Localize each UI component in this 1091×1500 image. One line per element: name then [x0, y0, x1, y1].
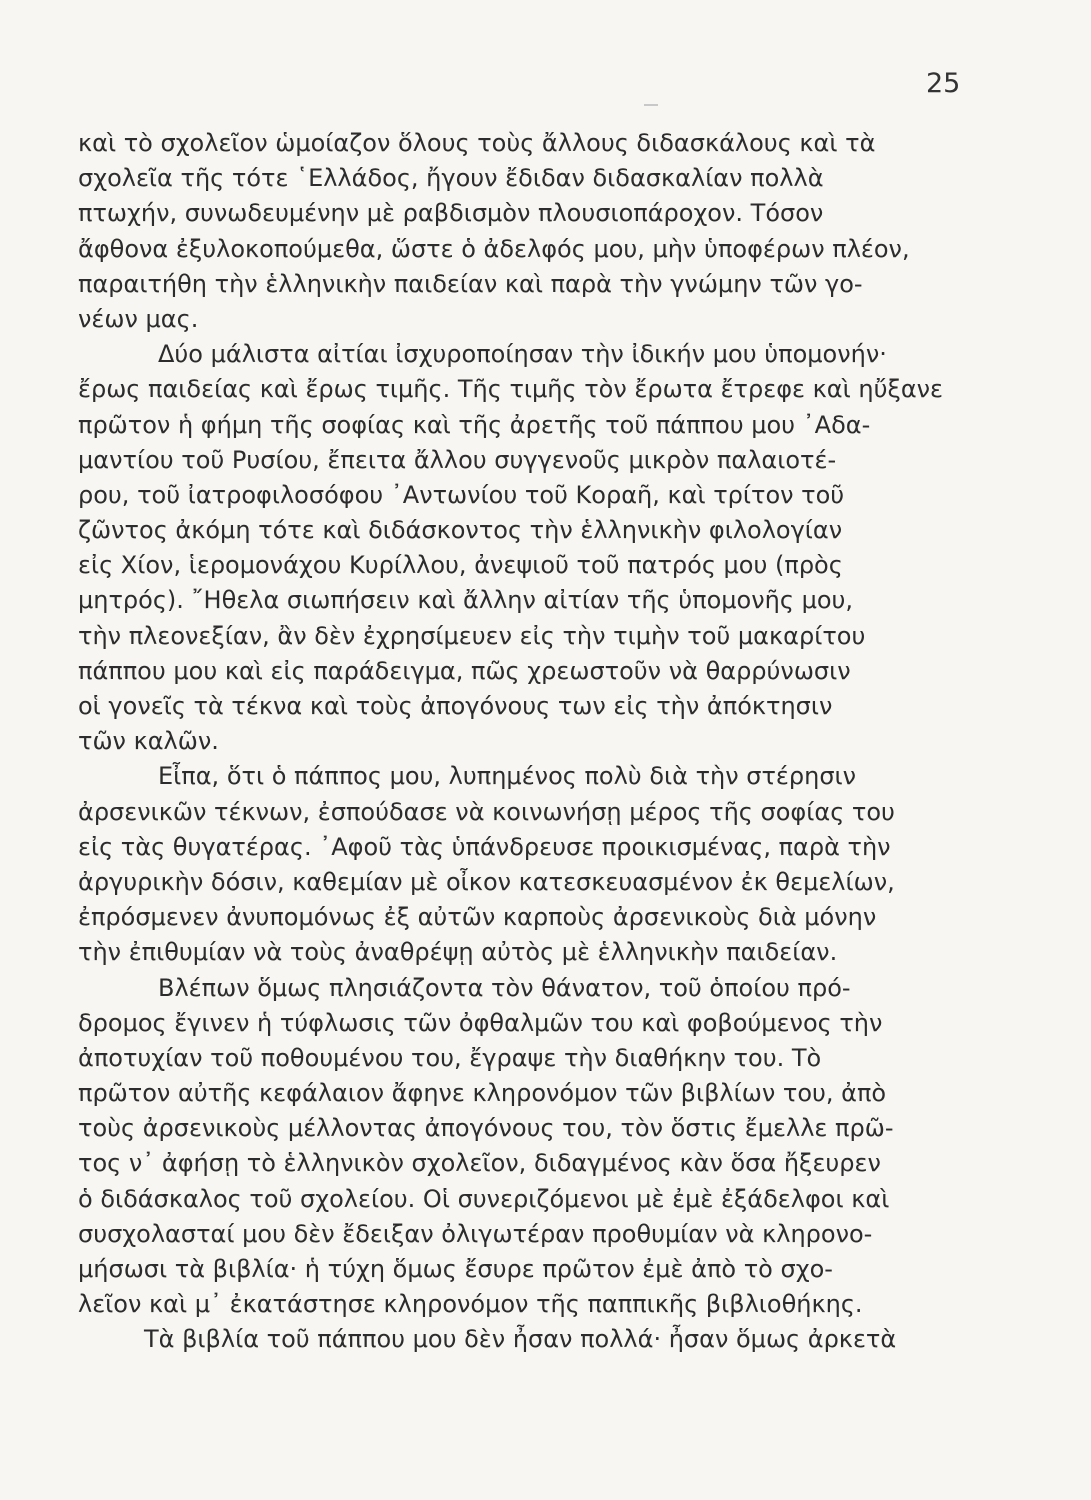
text-line: τὴν ἐπιθυμίαν νὰ τοὺς ἀναθρέψῃ αὐτὸς μὲ ἑλληνικὴν παιδείαν. [78, 938, 838, 967]
text-line: μαντίου τοῦ Ρυσίου, ἔπειτα ἄλλου συγγενοῦς μικρὸν παλαιοτέ- [78, 445, 837, 474]
text-line: Εἶπα, ὅτι ὁ πάππος μου, λυπημένος πολὺ διὰ τὴν στέρησιν [158, 762, 857, 791]
text-line: ἄφθονα ἐξυλοκοπούμεθα, ὥστε ὁ ἀδελφός μου, μὴν ὑποφέρων πλέον, [78, 234, 910, 263]
text-line: ὁ διδάσκαλος τοῦ σχολείου. Οἱ συνεριζόμενοι μὲ ἐμὲ ἐξάδελφοι καὶ [78, 1184, 890, 1213]
text-line: δρομος ἔγινεν ἡ τύφλωσις τῶν ὀφθαλμῶν του καὶ φοβούμενος τὴν [78, 1008, 883, 1037]
decorative-dash [644, 104, 658, 106]
text-line: ἀρσενικῶν τέκνων, ἐσπούδασε νὰ κοινωνήσῃ μέρος τῆς σοφίας του [78, 797, 895, 826]
text-line: τὴν πλεονεξίαν, ἂν δὲν ἐχρησίμευεν εἰς τὴν τιμὴν τοῦ μακαρίτου [78, 621, 866, 650]
body-text [78, 126, 978, 1358]
text-line: καὶ τὸ σχολεῖον ὡμοίαζον ὅλους τοὺς ἄλλους διδασκάλους καὶ τὰ [78, 129, 876, 157]
text-line: ἀποτυχίαν τοῦ ποθουμένου του, ἔγραψε τὴν διαθήκην του. Τὸ [78, 1043, 822, 1072]
text-line: ρου, τοῦ ἰατροφιλοσόφου ᾿Αντωνίου τοῦ Κοραῆ, καὶ τρίτον τοῦ [78, 480, 845, 509]
text-line: πρῶτον αὐτῆς κεφάλαιον ἄφηνε κληρονόμον τῶν βιβλίων του, ἀπὸ [78, 1079, 887, 1108]
text-line: εἰς τὰς θυγατέρας. ᾿Αφοῦ τὰς ὑπάνδρευσε προικισμένας, παρὰ τὴν [78, 832, 891, 861]
text-line: ἀργυρικὴν δόσιν, καθεμίαν μὲ οἶκον κατεσκευασμένον ἐκ θεμελίων, [78, 867, 895, 896]
text-line: πτωχήν, συνωδευμένην μὲ ραβδισμὸν πλουσιοπάροχον. Τόσον [78, 199, 824, 228]
text-line: εἰς Χίον, ἱερομονάχου Κυρίλλου, ἀνεψιοῦ τοῦ πατρός μου (πρὸς [78, 551, 843, 580]
text-line: ἐπρόσμενεν ἀνυπομόνως ἐξ αὐτῶν καρποὺς ἀρσενικοὺς διὰ μόνην [78, 903, 877, 932]
text-line: τος ν᾿ ἀφήσῃ τὸ ἑλληνικὸν σχολεῖον, διδαγμένος κὰν ὅσα ἤξευρεν [78, 1149, 881, 1178]
text-line: συσχολασταί μου δὲν ἔδειξαν ὀλιγωτέραν προθυμίαν νὰ κληρονο- [78, 1219, 873, 1248]
page-number: 25 [926, 68, 961, 99]
text-line: σχολεῖα τῆς τότε ῾Ελλάδος, ἤγουν ἔδιδαν διδασκαλίαν πολλὰ [78, 164, 824, 193]
text-line: παραιτήθη τὴν ἑλληνικὴν παιδείαν καὶ παρὰ τὴν γνώμην τῶν γο- [78, 269, 863, 298]
text-line: Δύο μάλιστα αἰτίαι ἰσχυροποίησαν τὴν ἰδικήν μου ὑπομονήν· [158, 340, 887, 369]
text-line: πρῶτον ἡ φήμη τῆς σοφίας καὶ τῆς ἀρετῆς τοῦ πάππου μου ᾿Αδα- [78, 410, 871, 439]
text-line: Τὰ βιβλία τοῦ πάππου μου δὲν ἦσαν πολλά· ἦσαν ὅμως ἀρκετὰ [144, 1325, 897, 1354]
text-line: πάππου μου καὶ εἰς παράδειγμα, πῶς χρεωστοῦν νὰ θαρρύνωσιν [78, 656, 851, 685]
text-line: μήσωσι τὰ βιβλία· ἡ τύχη ὅμως ἔσυρε πρῶτον ἐμὲ ἀπὸ τὸ σχο- [78, 1255, 833, 1283]
text-line: τοὺς ἀρσενικοὺς μέλλοντας ἀπογόνους του, τὸν ὅστις ἔμελλε πρῶ- [78, 1114, 894, 1143]
text-line: ἔρως παιδείας καὶ ἔρως τιμῆς. Τῆς τιμῆς τὸν ἔρωτα ἔτρεφε καὶ ηὔξανε [78, 375, 944, 404]
text-line: μητρός). ῎Ηθελα σιωπήσειν καὶ ἄλλην αἰτίαν τῆς ὑπομονῆς μου, [78, 586, 854, 615]
text-line: νέων μας. [78, 304, 199, 333]
text-line: Βλέπων ὅμως πλησιάζοντα τὸν θάνατον, τοῦ ὁποίου πρό- [158, 973, 851, 1002]
text-line: τῶν καλῶν. [78, 727, 219, 756]
text-line: λεῖον καὶ μ᾿ ἐκατάστησε κληρονόμον τῆς παππικῆς βιβλιοθήκης. [78, 1290, 863, 1319]
text-line: οἱ γονεῖς τὰ τέκνα καὶ τοὺς ἀπογόνους των εἰς τὴν ἀπόκτησιν [78, 692, 833, 720]
text-line: ζῶντος ἀκόμη τότε καὶ διδάσκοντος τὴν ἑλληνικὴν φιλολογίαν [78, 516, 843, 545]
